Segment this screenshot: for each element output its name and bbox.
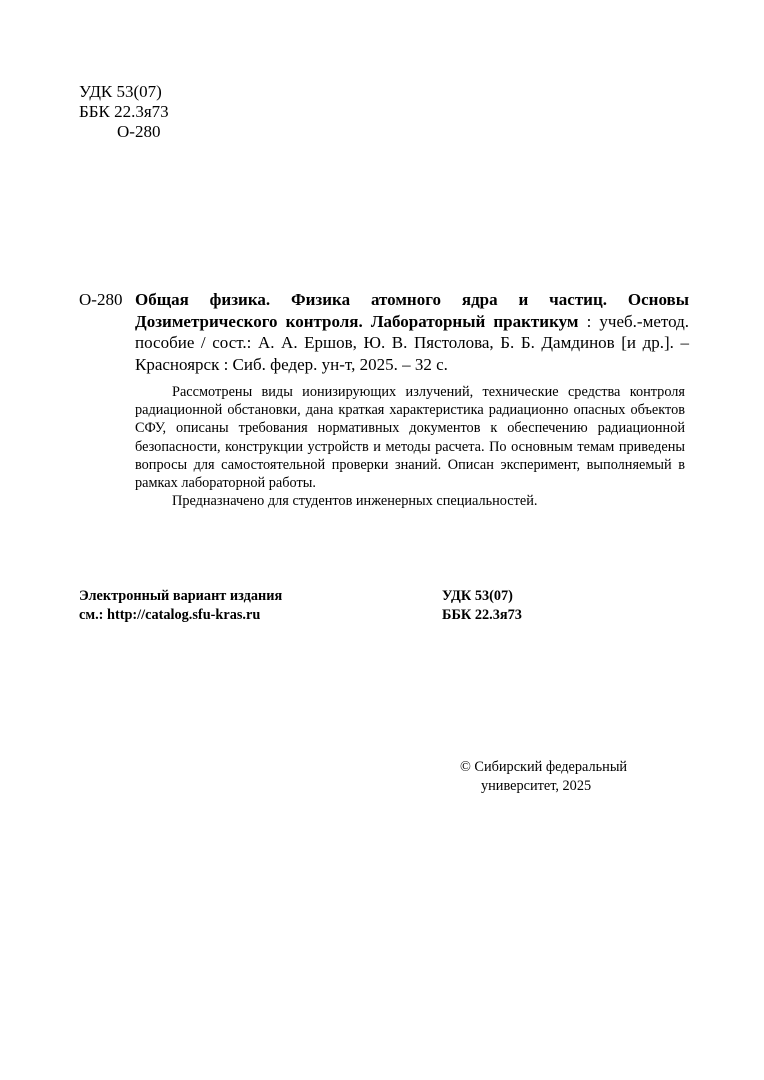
book-title: Общая физика. Физика атомного ядра и частиц. Основы Дозиметрического контроля. Лабораторный практикум	[135, 290, 689, 331]
annotation-audience: Предназначено для студентов инженерных специальностей.	[172, 493, 538, 510]
udk-code: УДК 53(07)	[79, 82, 162, 101]
annotation-paragraph: Рассмотрены виды ионизирующих излучений, технические средства контроля радиационной обстановки, дана краткая характеристика радиационно опасных объектов СФУ, описаны требования нормативных документов к обеспечению радиационной безопасности, конструкции устройств и методы расчета. По основным темам приведены вопросы для самостоятельной проверки знаний. Описан эксперимент, выполняемый в рамках лабораторной работы.	[135, 384, 685, 492]
classification-codes	[79, 82, 169, 142]
copyright-line-2: университет, 2025	[481, 777, 592, 794]
entry-text	[135, 289, 689, 375]
footer-bbk: ББК 22.3я73	[442, 606, 522, 623]
copyright-notice	[460, 758, 627, 795]
book-details: : учеб.-метод. пособие / сост.: А. А. Ершов, Ю. В. Пястолова, Б. Б. Дамдинов [и др.]. – Красноярск : Сиб. федер. ун-т, 2025. – 32 с.	[135, 311, 689, 374]
author-sign: О-280	[117, 122, 161, 141]
footer-classification	[442, 587, 522, 624]
bbk-code: ББК 22.3я73	[79, 102, 169, 121]
annotation	[135, 383, 685, 510]
entry-code: О-280	[79, 290, 123, 309]
catalog-link[interactable]: см.: http://catalog.sfu-kras.ru	[79, 606, 261, 623]
bibliographic-entry	[79, 289, 689, 375]
electronic-version-note	[79, 587, 282, 624]
electronic-version-label: Электронный вариант издания	[79, 588, 283, 604]
footer-udk: УДК 53(07)	[442, 588, 513, 604]
copyright-line-1: © Сибирский федеральный	[460, 759, 628, 775]
